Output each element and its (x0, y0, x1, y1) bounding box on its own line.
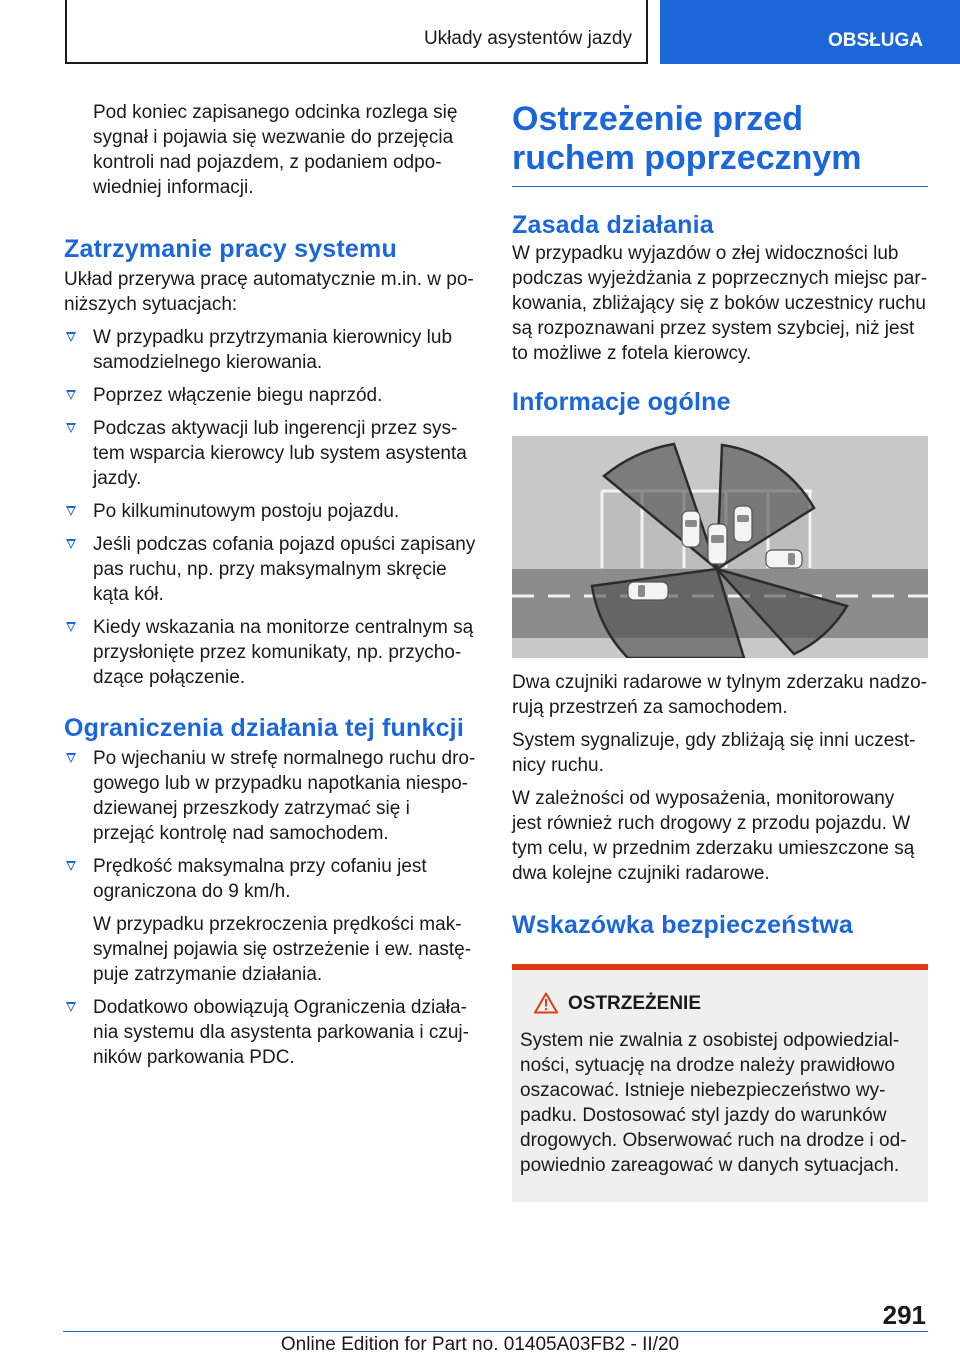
warning-triangle-icon (534, 992, 558, 1014)
triangle-bullet-icon (66, 423, 76, 433)
footer-edition: Online Edition for Part no. 01405A03FB2 - II/20 (280, 1334, 680, 1355)
general-paragraph-1: Dwa czujniki radarowe w tylnym zderzaku nadzorują przestrzeń za samochodem. (512, 672, 927, 718)
general-paragraph-2: System sygnalizuje, gdy zbliżają się inni uczestnicy ruchu. (512, 730, 916, 776)
list-item: Dodatkowo obowiązują Ograniczenia działania systemu dla asystenta parkowania i czujników parkowania PDC. (64, 995, 476, 1070)
triangle-bullet-icon (66, 753, 76, 763)
triangle-bullet-icon (66, 861, 76, 871)
triangle-bullet-icon (66, 506, 76, 516)
list-item: Poprzez włączenie biegu naprzód. (64, 383, 476, 408)
list-item: Po kilkuminutowym postoju pojazdu. (64, 499, 476, 524)
page-number: 291 (882, 1300, 926, 1330)
warning-box (512, 964, 928, 1202)
limits-list (64, 746, 476, 1070)
list-item: Po wjechaniu w strefę normalnego ruchu drogowego lub w przypadku napotkania niespodziewanej przeszkody zatrzymać się i przejąć kontrolę nad samochodem. (64, 746, 476, 846)
cross-traffic-illustration (512, 436, 928, 658)
header-section-tab (65, 0, 648, 64)
general-paragraph-3: W zależności od wyposażenia, monitorowany jest również ruch drogowy z przodu pojazdu. W tym celu, w przednim zderzaku umieszczone są dwa kolejne czujniki radarowe. (512, 788, 915, 884)
header-section-title: Układy asystentów jazdy (423, 28, 632, 49)
stop-heading: Zatrzymanie pracy systemu (64, 235, 397, 263)
principle-text: W przypadku wyjazdów o złej widoczności lub podczas wyjeżdżania z poprzecznych miejsc parkowania, zbliżający się z boków uczestnicy ruchu są rozpoznawani przez system szybciej, niż jest to możliwe z fotela kierowcy. (512, 243, 928, 364)
list-item: W przypadku przytrzymania kierownicy lub samodzielnego kierowania. (64, 325, 476, 375)
triangle-bullet-icon (66, 1002, 76, 1012)
warning-header (520, 992, 919, 1016)
list-item: Prędkość maksymalna przy cofaniu jest ograniczona do 9 km/h. W przypadku przekroczenia prędkości maksymalnej pojawia się ostrzeżenie i ew. następuje zatrzymanie działania. (64, 854, 476, 987)
triangle-bullet-icon (66, 390, 76, 400)
warning-title: OSTRZEŻENIE (568, 993, 702, 1014)
list-item-note: W przypadku przekroczenia prędkości maksymalnej pojawia się ostrzeżenie i ew. następuje zatrzymanie działania. (93, 914, 472, 985)
list-item: Jeśli podczas cofania pojazd opuści zapisany pas ruchu, np. przy maksymalnym skręcie kąta kół. (64, 532, 476, 607)
list-item: Kiedy wskazania na monitorze centralnym są przysłonięte przez komunikaty, np. przychodzące połączenie. (64, 615, 476, 690)
warning-text: System nie zwalnia z osobistej odpowiedzialności, sytuację na drodze należy prawidłowo oszacować. Istnieje niebezpieczeństwo wypadku. Dostosować styl jazdy do warunków drogowych. Obserwować ruch na drodze i odpowiednio zareagować w danych sytuacjach. (520, 1030, 907, 1176)
intro-paragraph: Pod koniec zapisanego odcinka rozlega się sygnał i pojawia się wezwanie do przejęcia kontroli nad pojazdem, z podaniem odpowiedniej informacji. (93, 102, 458, 198)
header-chapter-tab (660, 0, 960, 64)
safety-heading: Wskazówka bezpieczeństwa (512, 911, 854, 939)
right-column (512, 100, 928, 1202)
stop-list (64, 325, 476, 690)
radar-zones-figure (512, 436, 928, 658)
general-heading: Informacje ogólne (512, 388, 731, 416)
triangle-bullet-icon (66, 332, 76, 342)
triangle-bullet-icon (66, 539, 76, 549)
header-chapter-title: OBSŁUGA (828, 30, 923, 51)
limits-heading: Ograniczenia działania tej funkcji (64, 714, 464, 742)
page-title: Ostrzeżenie przed ruchem poprzecznym (512, 100, 928, 187)
footer-divider (63, 1331, 928, 1332)
stop-text: Układ przerywa pracę automatycznie m.in. w poniższych sytuacjach: (64, 269, 474, 315)
list-item: Podczas aktywacji lub ingerencji przez system wsparcia kierowcy lub system asystenta jazdy. (64, 416, 476, 491)
triangle-bullet-icon (66, 622, 76, 632)
left-column (64, 100, 476, 1070)
principle-heading: Zasada działania (512, 211, 714, 239)
